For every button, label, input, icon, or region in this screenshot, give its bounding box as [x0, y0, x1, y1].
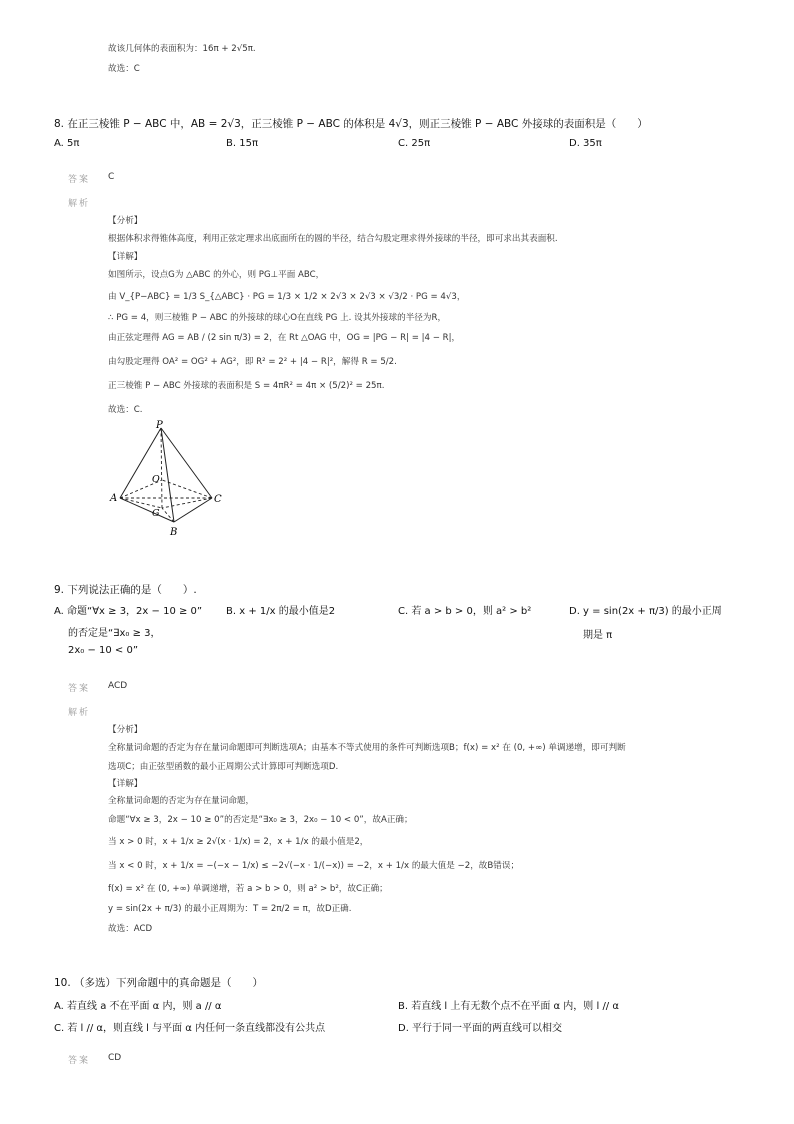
q9-answer-label: 答案 — [68, 684, 91, 694]
prev-area-line: 故该几何体的表面积为：16π + 2√5π. — [108, 44, 256, 54]
q8-analysis-1: 根据体积求得锥体高度，利用正弦定理求出底面所在的圆的半径，结合勾股定理求得外接球的半径，即可求出其表面积. — [108, 234, 558, 244]
q10-answer: CD — [108, 1053, 122, 1063]
q9-analysis-4: 全称量词命题的否定为存在量词命题， — [108, 796, 255, 806]
q10-option-a: A. 若直线 a 不在平面 α 内，则 a // α — [54, 1001, 222, 1012]
pyramid-figure — [106, 418, 230, 542]
label-B: B — [170, 527, 178, 538]
label-O: O — [152, 474, 160, 485]
q9-answer: ACD — [108, 681, 128, 691]
q8-analysis-5: ∴ PG = 4，则三棱锥 P − ABC 的外接球的球心O在直线 PG 上. 设其外接球的半径为R， — [108, 313, 447, 323]
q9-stem: 9. 下列说法正确的是（ ）. — [54, 584, 197, 596]
q8-analysis-4: 由 V_{P−ABC} = 1/3 S_{△ABC} · PG = 1/3 × 1/2 × 2√3 × 2√3 × √3/2 · PG = 4√3， — [108, 292, 466, 302]
q8-analysis-label: 解析 — [68, 199, 91, 209]
q9-option-a-line1: A. 命题“∀x ≥ 3，2x − 10 ≥ 0” — [54, 606, 203, 617]
q9-analysis-3: 【详解】 — [108, 779, 143, 789]
q8-analysis-3: 如图所示，设点G为 △ABC 的外心，则 PG⊥平面 ABC， — [108, 270, 325, 280]
q9-analysis-8: f(x) = x² 在 (0, +∞) 单调递增，若 a > b > 0，则 a² > b²，故C正确； — [108, 884, 388, 894]
q10-option-c: C. 若 l // α，则直线 l 与平面 α 内任何一条直线都没有公共点 — [54, 1023, 326, 1034]
q10-option-b: B. 若直线 l 上有无数个点不在平面 α 内，则 l // α — [398, 1001, 619, 1012]
q9-option-a-line3: 2x₀ − 10 < 0” — [68, 645, 139, 656]
q10-answer-label: 答案 — [68, 1056, 91, 1066]
q9-analysis-5: 命题“∀x ≥ 3，2x − 10 ≥ 0”的否定是“∃x₀ ≥ 3，2x₀ − 10 < 0”，故A正确； — [108, 815, 413, 825]
q9-analysis-label: 解析 — [68, 708, 91, 718]
q8-answer-label: 答案 — [68, 175, 91, 185]
q9-analysis-6: 当 x > 0 时，x + 1/x ≥ 2√(x · 1/x) = 2，x + 1/x 的最小值是2， — [108, 837, 369, 847]
q9-analysis-2: 选项C；由正弦型函数的最小正周期公式计算即可判断选项D. — [108, 762, 339, 772]
q9-option-b: B. x + 1/x 的最小值是2 — [226, 606, 336, 617]
q8-option-d: D. 35π — [569, 138, 602, 149]
pyramid-edges — [120, 428, 212, 522]
label-G: G — [152, 508, 160, 519]
q8-option-a: A. 5π — [54, 138, 80, 149]
q9-option-d-line1: D. y = sin(2x + π/3) 的最小正周 — [569, 606, 722, 617]
q9-option-a-line2: 的否定是“∃x₀ ≥ 3， — [68, 628, 161, 639]
q9-analysis-10: 故选：ACD — [108, 924, 153, 934]
q10-stem: 10. （多选）下列命题中的真命题是（ ） — [54, 977, 264, 989]
q8-analysis-2: 【详解】 — [108, 252, 143, 262]
q8-answer: C — [108, 172, 115, 182]
q9-analysis-7: 当 x < 0 时，x + 1/x = −(−x − 1/x) ≤ −2√(−x · 1/(−x)) = −2，x + 1/x 的最大值是 −2，故B错误； — [108, 861, 520, 871]
q8-stem: 8. 在正三棱锥 P − ABC 中，AB = 2√3，正三棱锥 P − ABC 的体积是 4√3，则正三棱锥 P − ABC 外接球的表面积是（ ） — [54, 118, 648, 130]
q8-analysis-6: 由正弦定理得 AG = AB / (2 sin π/3) = 2，在 Rt △OAG 中，OG = |PG − R| = |4 − R|， — [108, 333, 461, 343]
q9-analysis-0: 【分析】 — [108, 725, 143, 735]
q9-analysis-9: y = sin(2x + π/3) 的最小正周期为：T = 2π/2 = π，故D正确. — [108, 904, 352, 914]
label-P: P — [156, 420, 163, 431]
q8-option-c: C. 25π — [398, 138, 431, 149]
q8-analysis-0: 【分析】 — [108, 216, 143, 226]
q8-analysis-9: 故选：C. — [108, 405, 143, 415]
label-C: C — [214, 494, 222, 505]
q9-analysis-1: 全称量词命题的否定为存在量词命题即可判断选项A；由基本不等式使用的条件可判断选项B；f(x) = x² 在 (0, +∞) 单调递增，即可判断 — [108, 743, 626, 753]
q9-option-d-line2: 期是 π — [583, 630, 613, 641]
q8-analysis-7: 由勾股定理得 OA² = OG² + AG²，即 R² = 2² + |4 − R|²，解得 R = 5/2. — [108, 357, 397, 367]
q8-option-b: B. 15π — [226, 138, 258, 149]
q10-option-d: D. 平行于同一平面的两直线可以相交 — [398, 1023, 563, 1034]
label-A: A — [110, 493, 118, 504]
q8-analysis-8: 正三棱锥 P − ABC 外接球的表面积是 S = 4πR² = 4π × (5/2)² = 25π. — [108, 381, 385, 391]
prev-choice-line: 故选：C — [108, 64, 140, 74]
q9-option-c: C. 若 a > b > 0，则 a² > b² — [398, 606, 532, 617]
